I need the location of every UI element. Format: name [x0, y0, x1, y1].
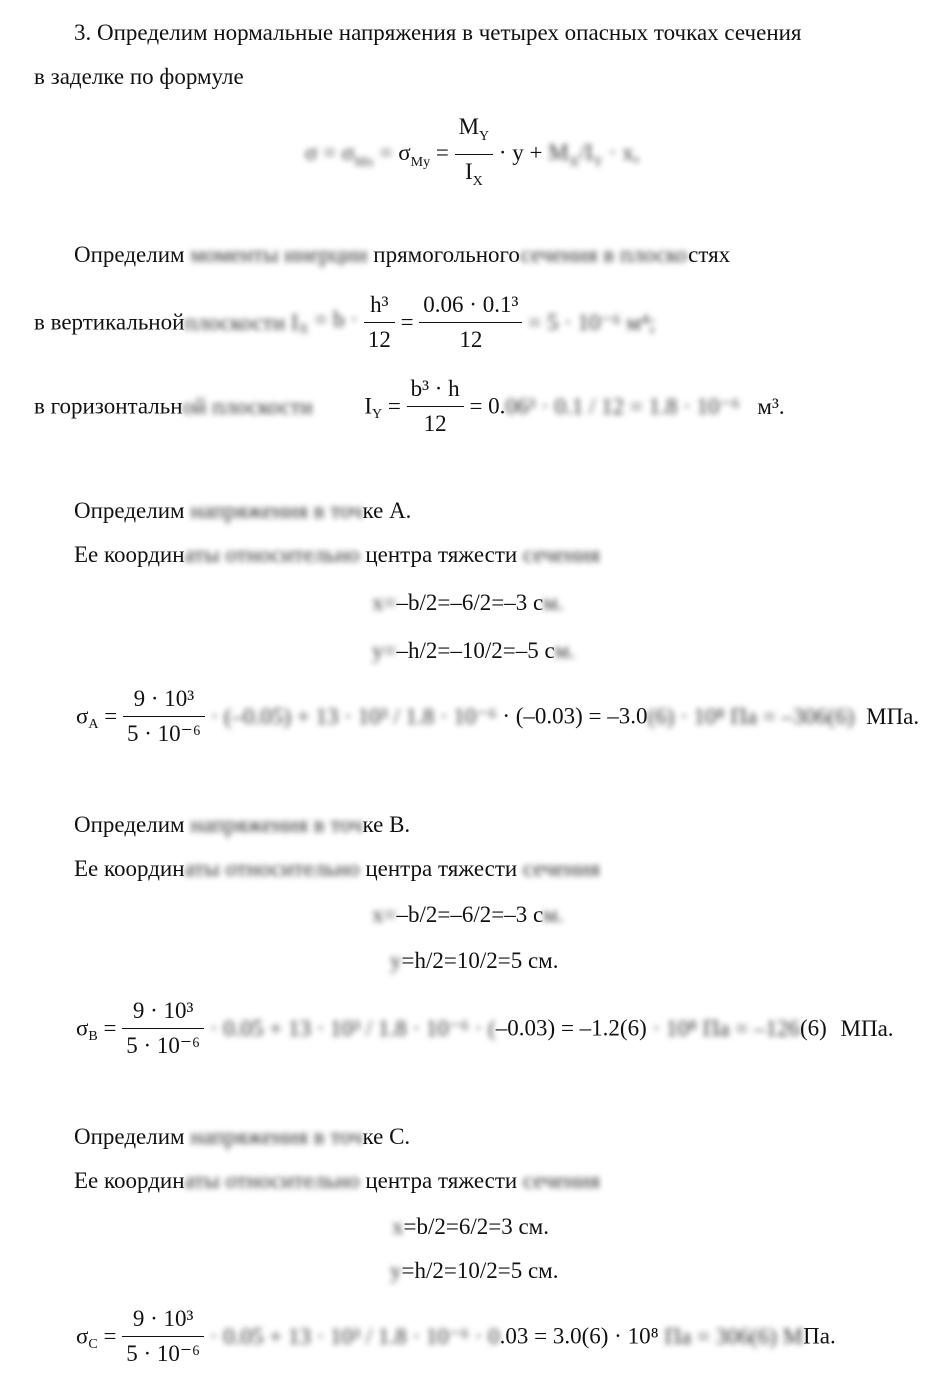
inertia-horizontal: в горизонтальной плоскости $I_Y$ = $\frac{\text{b³ · h}}{12}$ = 0.06³ · 0.1 / 12 = 1.8 · 10⁻⁶ м³.	[34, 372, 785, 441]
point-c-x: x=b/2=6/2=3 см.	[392, 1214, 549, 1239]
main-formula-blurred-right: $M_X/I_Y \cdot x$,	[548, 139, 640, 170]
point-a-x: x=–b/2=–6/2=–3 см.	[372, 590, 564, 615]
sigma-symbol: σ	[398, 139, 411, 165]
main-formula: $\sigma = \sigma_{Mx} = \sigma_{My}$ = $\frac{M_Y}{I_X}$ · $y + M_X/I_Y \cdot x$,	[305, 110, 639, 199]
inertia-vertical: в вертикальнойплоскости $I_X = b$ · $\frac{\text{h³}}{12}$ = $\frac{\text{0.06 · 0.1³}}{12}$ = 5 · 10⁻⁶ м⁴;	[34, 288, 655, 357]
point-c-y: y=h/2=10/2=5 см.	[390, 1258, 559, 1283]
point-c-coords: Ее координаты относительно центра тяжести сечения	[74, 1168, 601, 1193]
point-b-x: x=–b/2=–6/2=–3 см.	[372, 902, 564, 927]
point-c-title: Определим напряжения в точке С.	[74, 1124, 411, 1149]
main-formula-blurred-left: $\sigma = \sigma_{Mx}$ =	[305, 139, 393, 170]
point-a-coords: Ее координаты относительно центра тяжести сечения	[74, 542, 601, 567]
point-b-title: Определим напряжения в точке В.	[74, 812, 411, 837]
intro-line-2: в заделке по формуле	[34, 64, 244, 89]
main-formula-fraction: $\frac{M_Y}{I_X}$	[455, 110, 494, 199]
inertia-intro: Определим моменты инерции прямогольногосечения в плоскостях	[74, 242, 731, 267]
point-a-formula: $\sigma_A$ = $\frac{\text{9 · 10³}}{\text{5 · 10⁻⁶}}$ · (–0.05) + 13 · 10³ / 1.8 · 10⁻⁶ · (–0.03) = –3.0(6) · 10⁸ Па = –306(6) МПа.	[76, 682, 919, 751]
point-a-y: y=–h/2=–10/2=–5 см.	[372, 638, 575, 663]
point-b-formula: $\sigma_B$ = $\frac{\text{9 · 10³}}{\text{5 · 10⁻⁶}}$ · 0.05 + 13 · 10³ / 1.8 · 10⁻⁶ · (–0.03) = –1.2(6) · 10⁸ Па = –126(6) МПа.	[76, 994, 894, 1063]
point-b-y: y=h/2=10/2=5 см.	[390, 948, 559, 973]
point-a-title: Определим напряжения в точке А.	[74, 498, 412, 523]
point-b-coords: Ее координаты относительно центра тяжести сечения	[74, 856, 601, 881]
point-c-formula: $\sigma_C$ = $\frac{\text{9 · 10³}}{\text{5 · 10⁻⁶}}$ · 0.05 + 13 · 10³ / 1.8 · 10⁻⁶ · 0.03 = 3.0(6) · 10⁸ Па = 306(6) МПа.	[76, 1302, 836, 1371]
intro-line-1: 3. Определим нормальные напряжения в четырех опасных точках сечения	[74, 20, 802, 45]
